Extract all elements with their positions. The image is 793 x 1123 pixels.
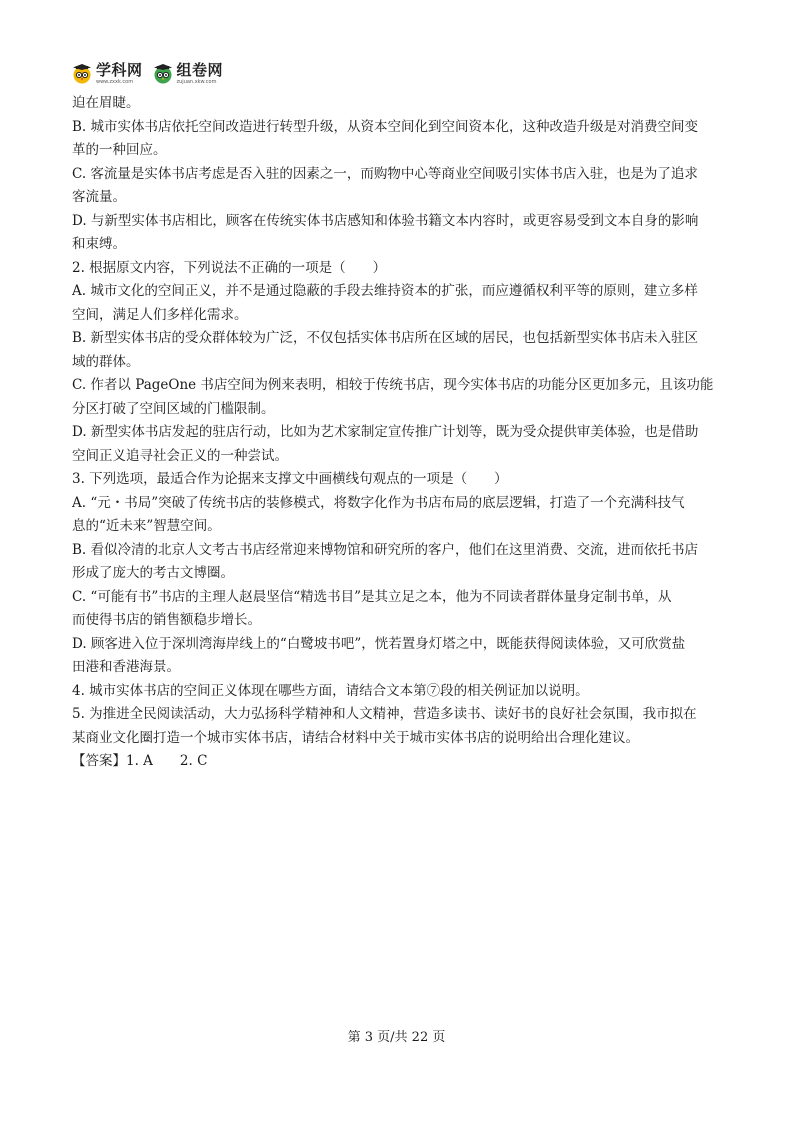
owl-logo-icon (153, 64, 173, 84)
text-line: 田港和香港海景。 (72, 659, 180, 675)
logo-url: www.zxxk.com (96, 79, 134, 85)
document-body (72, 92, 724, 774)
answer-text: 1. A 2. C (126, 753, 208, 769)
text-line: 形成了庞大的考古文博圈。 (72, 565, 234, 581)
option-c-line: C. 客流量是实体书店考虑是否入驻的因素之一，而购物中心等商业空间吸引实体书店入驻，也是为了追求 (72, 165, 698, 182)
text-line: 和束缚。 (72, 236, 126, 252)
text-line: 空间，满足人们多样化需求。 (72, 306, 248, 323)
option-c-line: C. “可能有书”书店的主理人赵晨坚信“精选书目”是其立足之本，他为不同读者群体量身定制书单，从 (72, 588, 672, 605)
owl-logo-icon (72, 64, 92, 84)
page-number: 第 3 页/共 22 页 (347, 1030, 446, 1045)
option-d-line: D. 顾客进入位于深圳湾海岸线上的“白鹭坡书吧”，恍若置身灯塔之中，既能获得阅读体验，又可欣赏盐 (72, 635, 686, 652)
question-5: 5. 为推进全民阅读活动，大力弘扬科学精神和人文精神，营造多读书、读好书的良好社会氛围，我市拟在 (72, 706, 697, 722)
option-a-line: A. “元・书局”突破了传统书店的装修模式，将数字化作为书店布局的底层逻辑，打造了一个充满科技气 (72, 494, 685, 511)
text-line: 某商业文化圈打造一个城市实体书店，请结合材料中关于城市实体书店的说明给出合理化建议。 (72, 729, 639, 746)
text-line: 分区打破了空间区域的门槛限制。 (72, 400, 275, 417)
option-b-line: B. 城市实体书店依托空间改造进行转型升级，从资本空间化到空间资本化，这种改造升级是对消费空间变 (72, 118, 699, 135)
question-3: 3. 下列选项，最适合作为论据来支撑文中画横线句观点的一项是（ ） (72, 471, 508, 487)
logo-xuekewang (72, 63, 143, 85)
question-4: 4. 城市实体书店的空间正义体现在哪些方面，请结合文本第⑦段的相关例证加以说明。 (72, 682, 589, 699)
text-line: 空间正义追寻社会正义的一种尝试。 (72, 447, 288, 464)
option-c-line: C. 作者以 PageOne 书店空间为例来表明，相较于传统书店，现今实体书店的功能分区更加多元，且该功能 (72, 377, 714, 393)
logo-name: 学科网 (96, 61, 143, 79)
answer-line (72, 750, 724, 774)
option-d-line: D. 新型实体书店发起的驻店行动，比如为艺术家制定宣传推广计划等，既为受众提供审美体验，也是借助 (72, 424, 699, 440)
option-b-line: B. 看似冷清的北京人文考古书店经常迎来博物馆和研究所的客户，他们在这里消费、交流，进而依托书店 (72, 541, 699, 558)
option-d-line: D. 与新型实体书店相比，顾客在传统实体书店感知和体验书籍文本内容时，或更容易受到文本自身的影响 (72, 212, 699, 229)
question-2: 2. 根据原文内容，下列说法不正确的一项是（ ） (72, 259, 387, 276)
logo-url: zujuan.xkw.com (176, 79, 217, 85)
logo-zujuanwang (153, 63, 224, 85)
option-a-line: A. 城市文化的空间正义，并不是通过隐蔽的手段去维持资本的扩张，而应遵循权利平等的原则，建立多样 (72, 283, 698, 299)
text-line: 而使得书店的销售额稳步增长。 (72, 612, 261, 628)
answer-tag: 【答案】 (72, 753, 126, 769)
text-line: 息的“近未来”智慧空间。 (72, 518, 221, 534)
page-header (72, 60, 223, 88)
text-line: 革的一种回应。 (72, 142, 167, 158)
text-line: 域的群体。 (72, 353, 140, 370)
logo-name: 组卷网 (176, 61, 224, 79)
text-line: 客流量。 (72, 189, 126, 205)
option-b-line: B. 新型实体书店的受众群体较为广泛，不仅包括实体书店所在区域的居民，也包括新型实体书店未入驻区 (72, 330, 699, 346)
text-line: 迫在眉睫。 (72, 95, 140, 111)
